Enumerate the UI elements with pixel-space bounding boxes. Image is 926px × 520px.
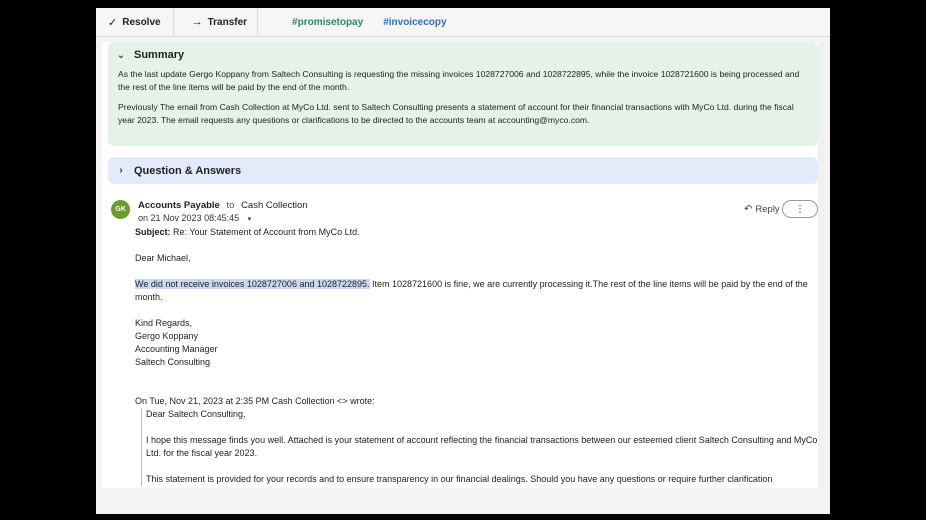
subject-text: Re: Your Statement of Account from MyCo Ltd. [173,227,360,237]
summary-title: Summary [134,49,185,61]
date-text: 21 Nov 2023 08:45:45 [150,213,240,223]
caret-down-icon[interactable]: ▾ [247,216,252,223]
transfer-button[interactable] [174,8,258,36]
vertical-dots-icon: ⋮ [795,203,805,215]
toolbar [96,8,830,37]
quote-paragraph-2: This statement is provided for your records and to ensure transparency in our financial dealings. Should you have any questions or require further clarification [146,474,773,484]
email-greeting: Dear Michael, [135,253,191,263]
reply-icon: ↶ [744,204,753,215]
tag-promisetopay[interactable]: #promisetopay [292,16,364,28]
recipient-name: Cash Collection [241,200,308,211]
app-window [96,8,830,514]
quote-paragraph-1: I hope this message finds you well. Attached is your statement of account reflecting the financial transactions between our esteemed client Saltech Consulting and MyCo Ltd. for the fiscal year 2023. [146,435,818,458]
case-content[interactable] [102,42,824,488]
scrollbar[interactable] [818,42,824,488]
selected-text[interactable]: We did not receive invoices 1028727006 and 1028722895. [135,279,370,289]
email-header [138,200,308,211]
email-subject [135,226,819,239]
quote-header: On Tue, Nov 21, 2023 at 2:35 PM Cash Collection <> wrote: [135,396,375,406]
summary-header[interactable] [108,42,818,68]
quote-greeting: Dear Saltech Consulting, [146,409,246,419]
arrow-right-icon: → [191,16,203,28]
subject-label: Subject: [135,227,171,237]
qa-title: Question & Answers [134,164,242,177]
signature-line: Accounting Manager [135,344,218,354]
summary-paragraph-2: Previously The email from Cash Collection at MyCo Ltd. sent to Saltech Consulting presents a statement of account for their financial transactions with MyCo Ltd. during the fiscal year 2023. The email requests any questions or clarifications to be directed to the accounts team at accounting@myco.com. [118,102,794,125]
resolve-button[interactable] [96,8,174,36]
resolve-label: Resolve [122,16,161,28]
avatar: GK [111,200,130,219]
to-word: to [226,200,235,211]
chevron-right-icon: › [119,165,123,176]
qa-header[interactable] [108,157,818,184]
more-options-button[interactable] [782,200,818,218]
on-word: on [138,213,149,223]
reply-label: Reply [755,204,780,215]
sender-name: Accounts Payable [138,200,220,211]
signature-line: Gergo Koppany [135,331,199,341]
qa-panel[interactable] [108,157,818,184]
chevron-down-icon: ⌄ [116,49,126,61]
transfer-label: Transfer [207,16,248,28]
signature-line: Saltech Consulting [135,357,211,367]
email-date [138,213,251,223]
email-message [102,192,824,488]
email-paragraph [135,278,819,304]
signature-line: Kind Regards, [135,318,193,328]
tag-invoicecopy[interactable]: #invoicecopy [383,16,447,28]
check-icon: ✓ [108,16,118,29]
summary-panel [108,42,818,146]
summary-paragraph-1: As the last update Gergo Koppany from Saltech Consulting is requesting the missing invoices 1028727006 and 1028722895, while the invoice 1028721600 is being processed and the rest of the line items will be paid by the end of the month. [118,69,800,92]
email-paragraph-rest: Item 1028721600 is fine, we are currently processing it.The rest of the line items will be paid by the end of the month. [135,279,808,302]
email-body [135,226,819,486]
reply-button[interactable] [744,204,780,215]
quoted-message [141,408,819,486]
